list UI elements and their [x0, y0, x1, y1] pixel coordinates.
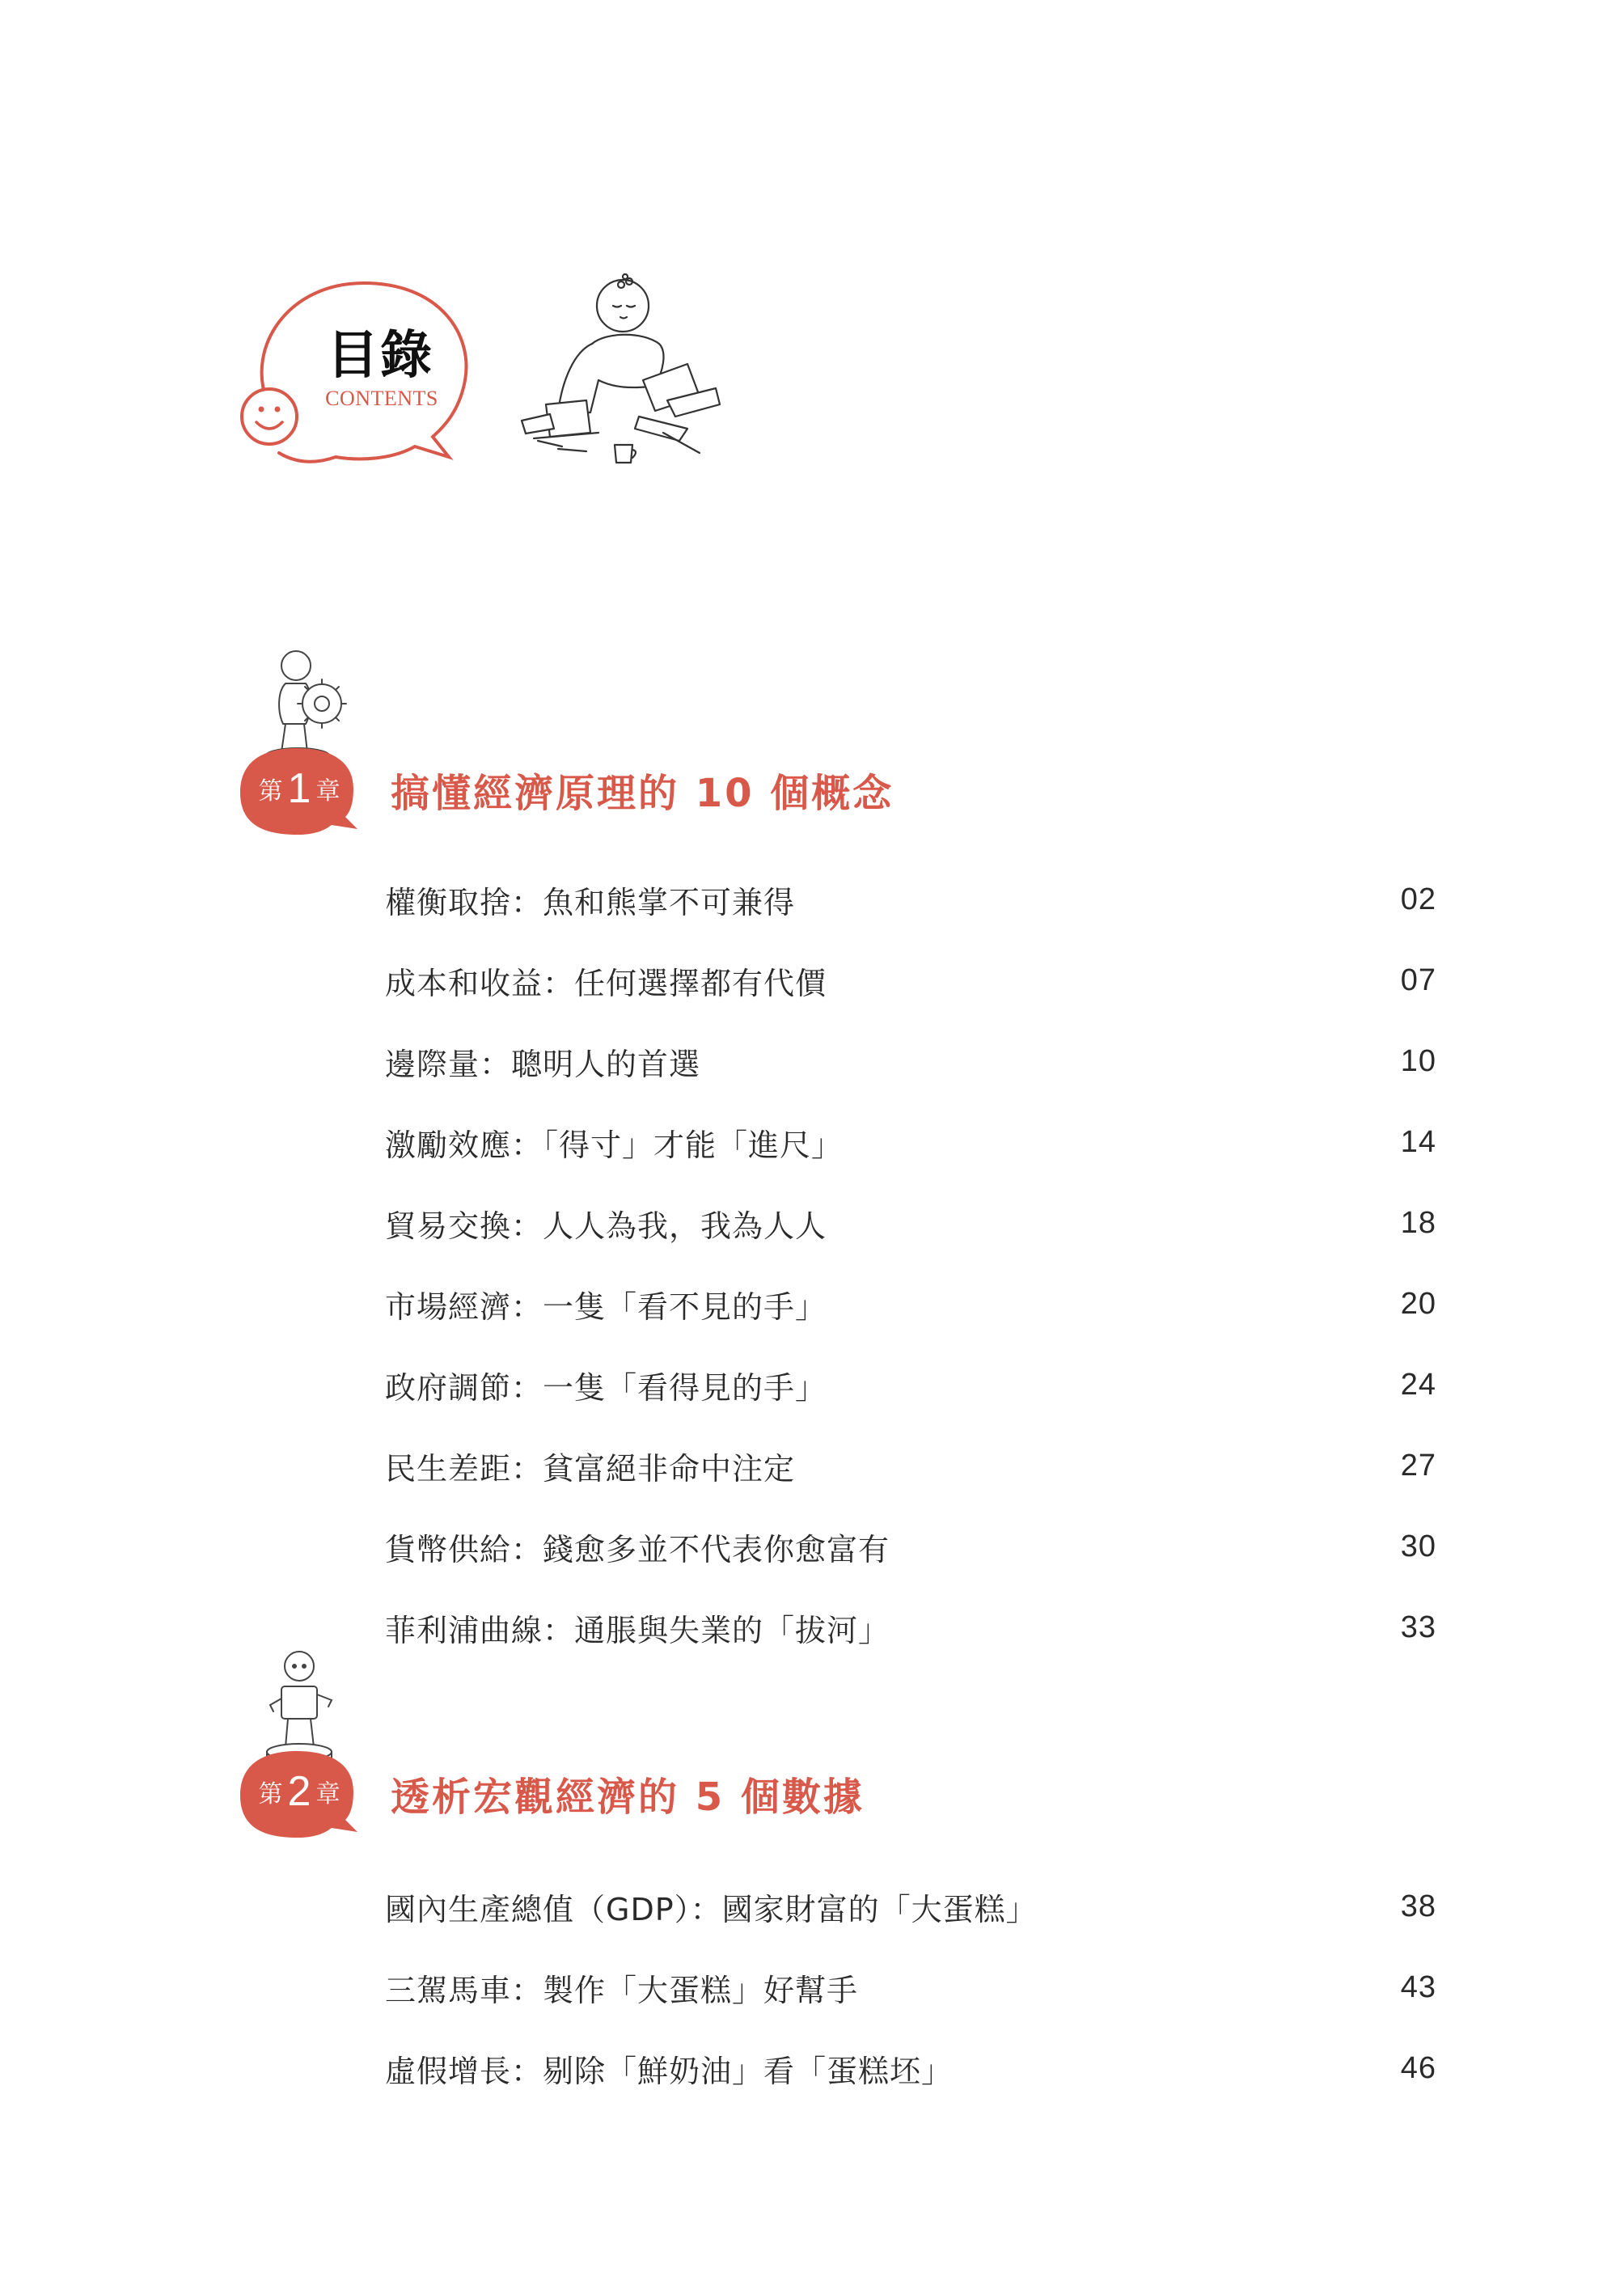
toc-entry[interactable]: [385, 1280, 1436, 1328]
toc-entry-page: 46: [1400, 2050, 1436, 2085]
toc-entry-title: 菲利浦曲線：通脹與失業的「拔河」: [385, 1612, 890, 1648]
toc-entry[interactable]: [385, 956, 1436, 1005]
toc-entry-title: 國內生產總值（GDP）：國家財富的「大蛋糕」: [385, 1891, 1038, 1927]
toc-entry-title: 貨幣供給：錢愈多並不代表你愈富有: [385, 1531, 890, 1567]
toc-entry-title: 成本和收益：任何選擇都有代價: [385, 965, 827, 1001]
toc-entry-page: 14: [1400, 1124, 1436, 1159]
page-title: 目錄: [327, 326, 433, 386]
toc-entry[interactable]: [385, 1603, 1436, 1652]
chapter-suffix: 章: [315, 1780, 340, 1809]
toc-entry-title: 市場經濟：一隻「看不見的手」: [385, 1288, 827, 1325]
toc-entry-title: 邊際量：聰明人的首選: [385, 1046, 701, 1082]
toc-entry-title: 三駕馬車：製作「大蛋糕」好幫手: [385, 1972, 859, 2008]
chapter-2-title[interactable]: 透析宏觀經濟的 5 個數據: [391, 1775, 865, 1820]
toc-entry-title: 權衡取捨：魚和熊掌不可兼得: [385, 884, 796, 920]
toc-entry-page: 20: [1400, 1286, 1436, 1321]
chapter-prefix: 第: [258, 777, 283, 806]
toc-entry[interactable]: [385, 1360, 1436, 1409]
toc-entry-title: 激勵效應：「得寸」才能「進尺」: [385, 1127, 844, 1163]
toc-entry[interactable]: [385, 2044, 1436, 2092]
toc-entry-title: 虛假增長：剔除「鮮奶油」看「蛋糕坯」: [385, 2053, 954, 2089]
toc-entry-page: 33: [1400, 1610, 1436, 1644]
toc-entry[interactable]: [385, 1522, 1436, 1571]
toc-entry-page: 38: [1400, 1889, 1436, 1923]
page-subtitle: CONTENTS: [325, 387, 438, 410]
toc-entry[interactable]: [385, 1037, 1436, 1085]
toc-entry-title: 貿易交換：人人為我，我為人人: [385, 1208, 827, 1244]
toc-entry-page: 02: [1400, 882, 1436, 916]
toc-entry-page: 43: [1400, 1969, 1436, 2004]
chapter-suffix: 章: [315, 777, 340, 806]
chapter-number: 2: [287, 1768, 311, 1815]
toc-entry[interactable]: [385, 1882, 1436, 1931]
toc-entry-page: 24: [1400, 1367, 1436, 1402]
person-studying-illustration: [501, 267, 736, 469]
smiley-face-icon: [242, 389, 297, 444]
toc-entry-page: 10: [1400, 1043, 1436, 1078]
toc-entry-title: 政府調節：一隻「看得見的手」: [385, 1369, 827, 1406]
chapter-1-title[interactable]: 搞懂經濟原理的 10 個概念: [391, 771, 894, 816]
toc-entry[interactable]: [385, 1963, 1436, 2012]
toc-entry-page: 27: [1400, 1448, 1436, 1483]
chapter-2-label: [239, 1767, 360, 1816]
chapter-prefix: 第: [258, 1780, 283, 1809]
chapter-1-label: [239, 764, 360, 813]
toc-entry[interactable]: [385, 1199, 1436, 1247]
toc-entry-title: 民生差距：貧富絕非命中注定: [385, 1450, 796, 1487]
toc-entry[interactable]: [385, 875, 1436, 924]
toc-entry-page: 30: [1400, 1529, 1436, 1563]
toc-entry[interactable]: [385, 1441, 1436, 1490]
chapter-number: 1: [287, 765, 311, 812]
toc-entry-page: 07: [1400, 962, 1436, 997]
toc-entry[interactable]: [385, 1118, 1436, 1166]
toc-entry-page: 18: [1400, 1205, 1436, 1240]
